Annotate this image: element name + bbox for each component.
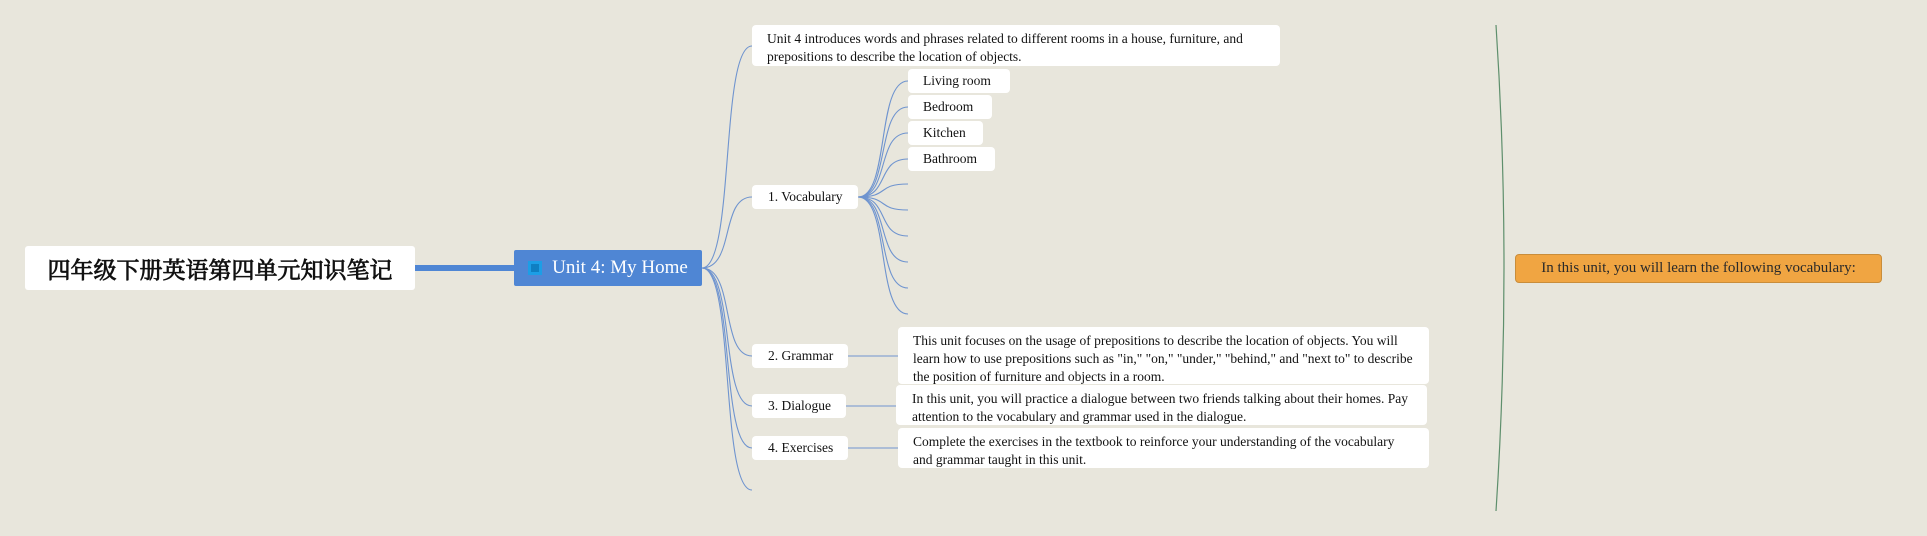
intro-topic[interactable] (752, 25, 1280, 66)
summary-line (1496, 25, 1504, 511)
connector-empty-bottom (702, 268, 752, 490)
branch-dialogue-label: 3. Dialogue (768, 398, 831, 413)
branch-vocabulary-label: 1. Vocabulary (768, 189, 843, 204)
exercises-detail-text: Complete the exercises in the textbook to reinforce your understanding of the vocabulary and grammar taught in this unit. (913, 434, 1395, 467)
floating-topic-text: In this unit, you will learn the following vocabulary: (1541, 260, 1856, 276)
vocab-item-label: Kitchen (923, 125, 966, 140)
central-topic[interactable] (25, 246, 415, 290)
branch-exercises[interactable] (752, 436, 848, 460)
central-topic-label: 四年级下册英语第四单元知识笔记 (47, 257, 393, 284)
exercises-detail[interactable] (898, 428, 1429, 468)
connector-exercises (702, 268, 752, 448)
vocab-item-kitchen[interactable] (908, 121, 983, 145)
branch-exercises-label: 4. Exercises (768, 440, 834, 455)
dialogue-detail-text: In this unit, you will practice a dialogue between two friends talking about their homes. Pay attention to the vocabulary and grammar used in the dialogue. (912, 391, 1409, 424)
main-topic-label: Unit 4: My Home (552, 257, 688, 278)
branch-grammar[interactable] (752, 344, 848, 368)
connector-vocab-bedroom (858, 107, 908, 197)
connector-vocab-living-room (858, 81, 908, 197)
connector-vocab-kitchen (858, 133, 908, 197)
flag-icon (528, 261, 542, 275)
connector-vocab-empty-6 (858, 197, 908, 314)
grammar-detail-text: This unit focuses on the usage of prepositions to describe the location of objects. You will learn how to use prepositions such as "in," "on," "under," "behind," and "next to" to describe the position of furniture and objects in a room. (913, 333, 1413, 384)
connector-dialogue (702, 268, 752, 406)
dialogue-detail[interactable] (896, 385, 1427, 425)
vocab-item-label: Bedroom (923, 99, 974, 114)
intro-text: Unit 4 introduces words and phrases related to different rooms in a house, furniture, and prepositions to describe the location of objects. (767, 31, 1243, 64)
vocab-item-label: Bathroom (923, 151, 977, 166)
grammar-detail[interactable] (898, 327, 1429, 384)
connector-grammar (702, 268, 752, 356)
floating-topic[interactable] (1515, 254, 1882, 283)
branch-grammar-label: 2. Grammar (768, 348, 834, 363)
connector-vocab-empty-5 (858, 197, 908, 288)
vocab-item-living-room[interactable] (908, 69, 1010, 93)
connector-vocabulary (702, 197, 752, 268)
vocab-item-bathroom[interactable] (908, 147, 995, 171)
vocab-item-label: Living room (923, 73, 991, 88)
main-topic-unit-4[interactable] (514, 250, 702, 286)
branch-dialogue[interactable] (752, 394, 846, 418)
vocab-item-bedroom[interactable] (908, 95, 992, 119)
branch-vocabulary[interactable] (752, 185, 858, 209)
